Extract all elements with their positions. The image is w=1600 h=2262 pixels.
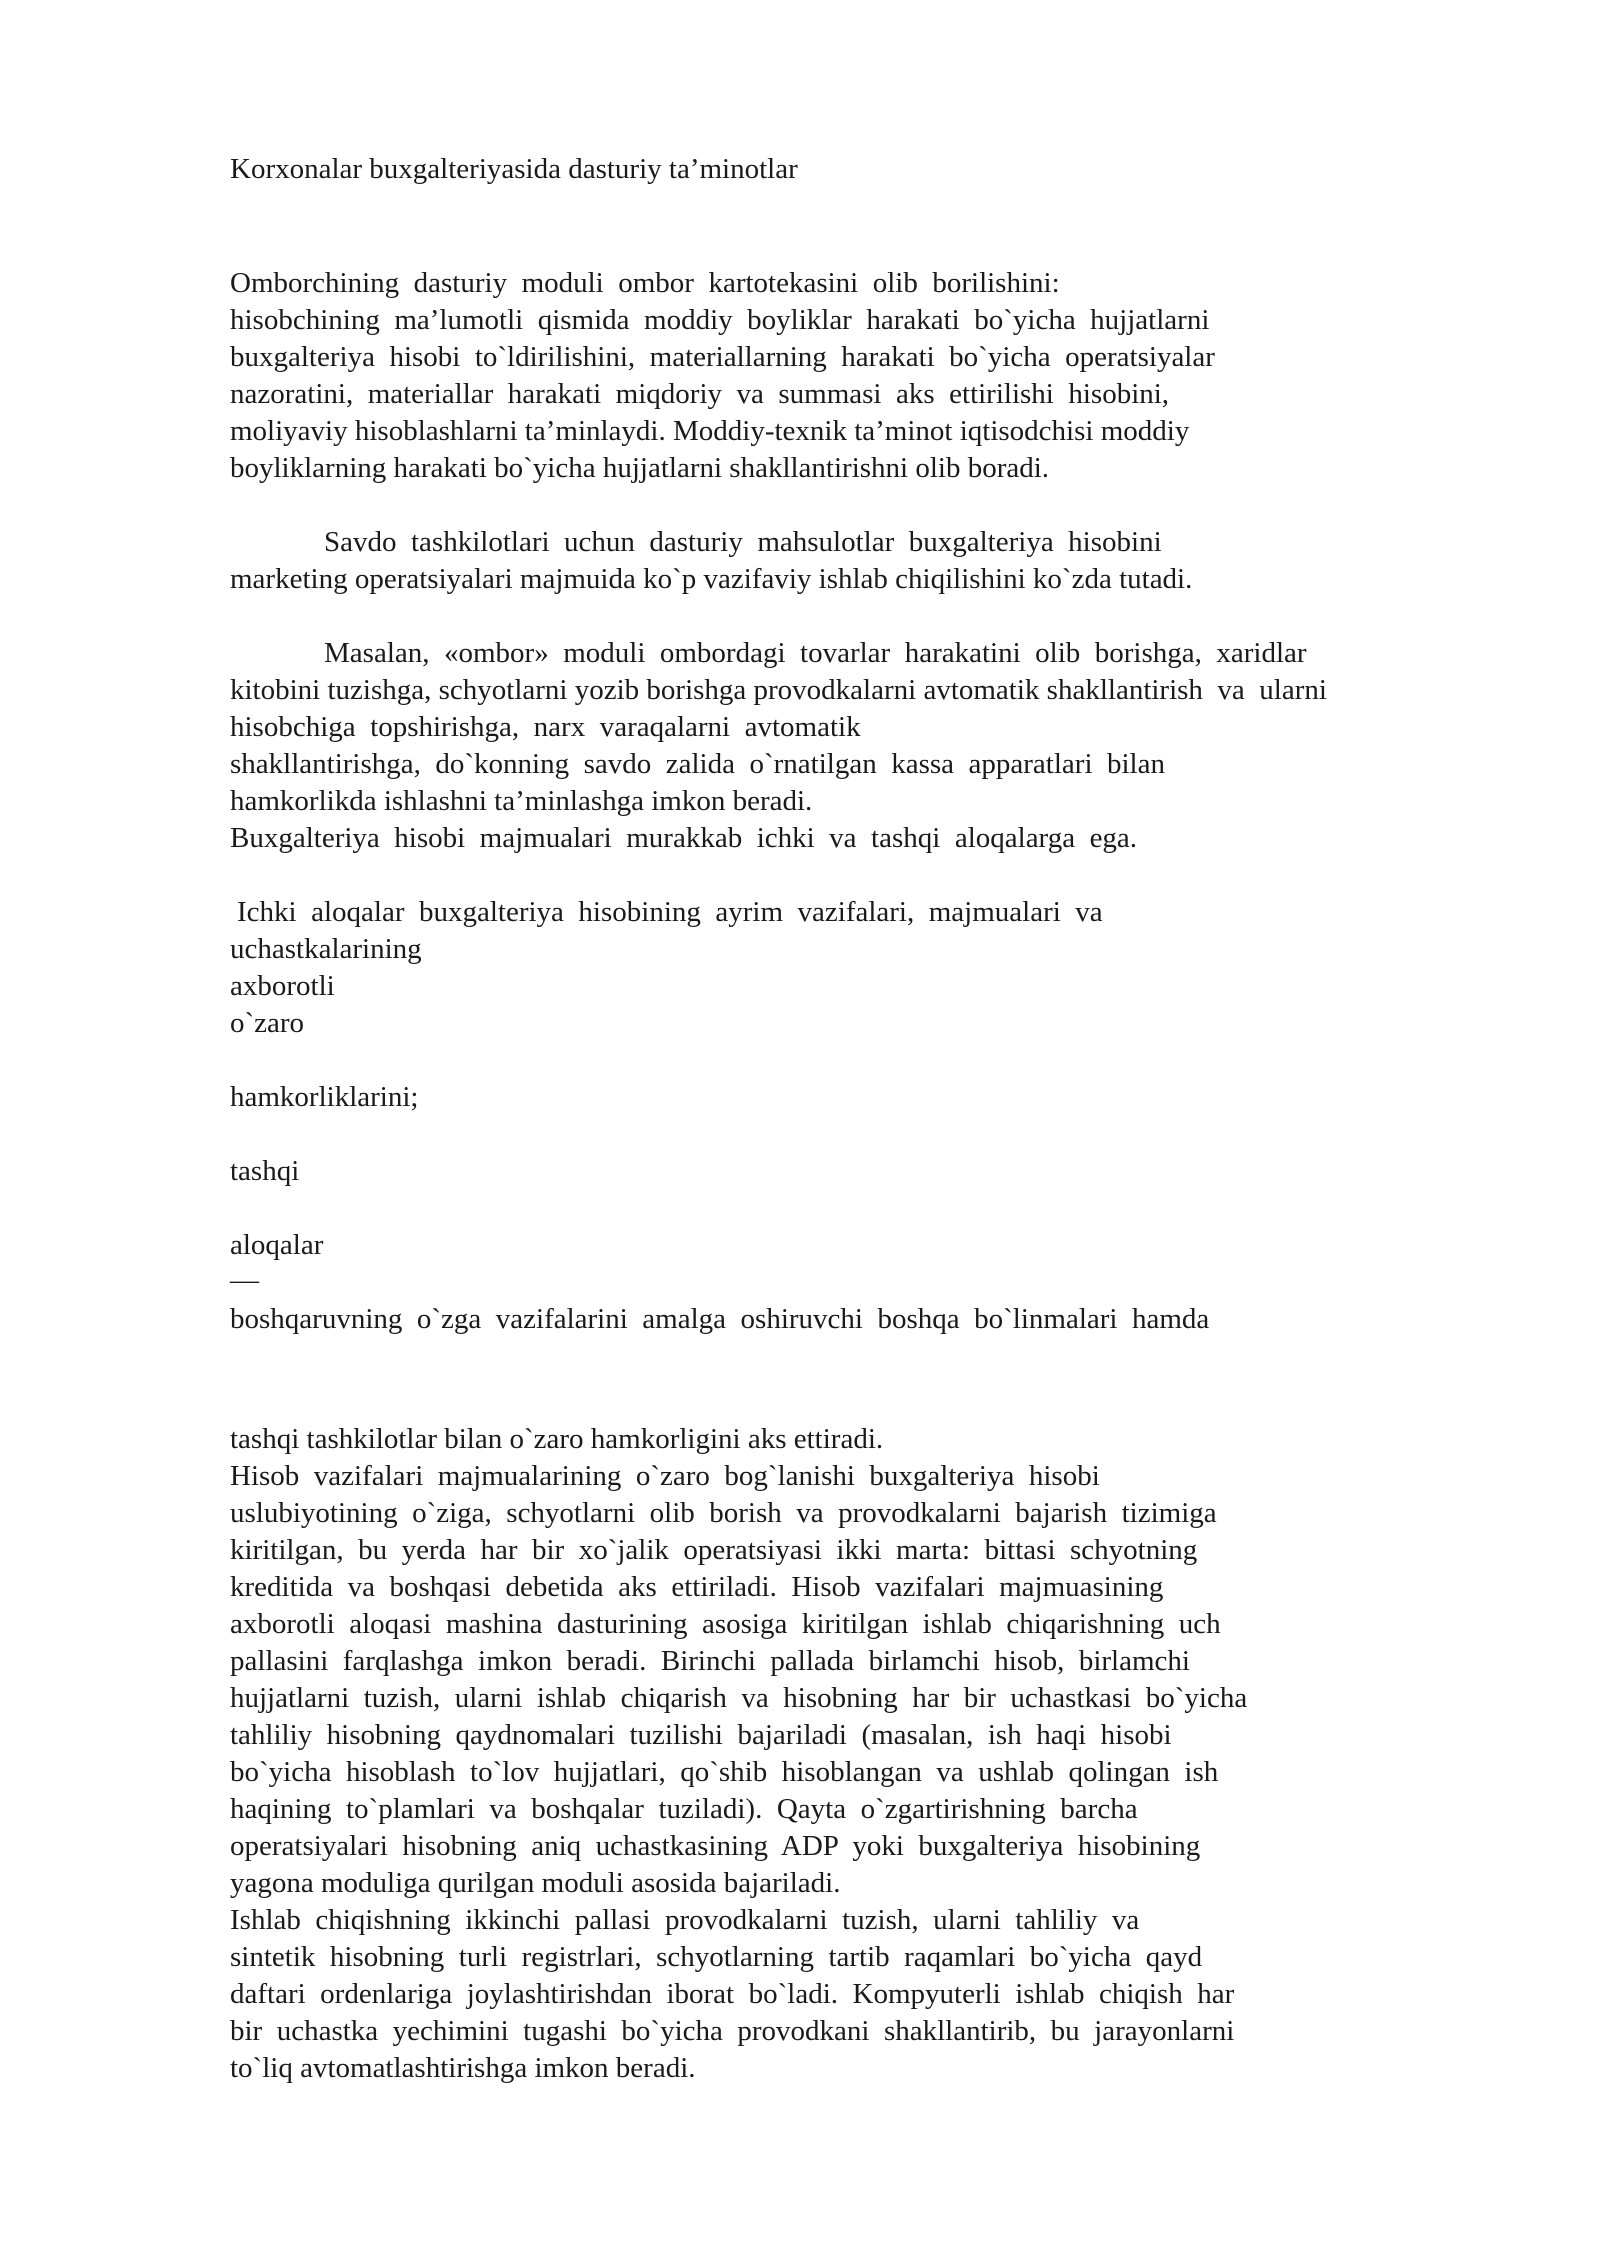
paragraph-5-line-18: to`liq avtomatlashtirishga imkon beradi. [230, 2052, 696, 2084]
paragraph-1-line-3: buxgalteriya hisobi to`ldirilishini, materiallarning harakati bo`yicha operatsiyalar [230, 341, 1215, 373]
paragraph-3-line-5: hamkorlikda ishlashni ta’minlashga imkon beradi. [230, 785, 813, 817]
paragraph-5-line-11: haqining to`plamlari va boshqalar tuziladi). Qayta o`zgartirishning barcha [230, 1793, 1138, 1825]
paragraph-4-line-4: o`zaro [230, 1007, 305, 1039]
paragraph-4-line-5: hamkorliklarini; [230, 1081, 419, 1113]
paragraph-5-line-16: daftari ordenlariga joylashtirishdan iborat bo`ladi. Kompyuterli ishlab chiqish har [230, 1978, 1235, 2010]
paragraph-1-line-6: boyliklarning harakati bo`yicha hujjatlarni shakllantirishni olib boradi. [230, 452, 1050, 484]
document-title: Korxonalar buxgalteriyasida dasturiy ta’minotlar [230, 153, 798, 185]
paragraph-2-line-1: Savdo tashkilotlari uchun dasturiy mahsulotlar buxgalteriya hisobini [324, 526, 1162, 558]
paragraph-4-dash: — [230, 1264, 259, 1296]
paragraph-5-line-9: tahliliy hisobning qaydnomalari tuzilishi bajariladi (masalan, ish haqi hisobi [230, 1719, 1172, 1751]
paragraph-4-line-8: boshqaruvning o`zga vazifalarini amalga oshiruvchi boshqa bo`linmalari hamda [230, 1303, 1210, 1335]
paragraph-5-line-10: bo`yicha hisoblash to`lov hujjatlari, qo`shib hisoblangan va ushlab qolingan ish [230, 1756, 1219, 1788]
paragraph-5-line-13: yagona moduliga qurilgan moduli asosida bajariladi. [230, 1867, 841, 1899]
paragraph-4-line-7: aloqalar [230, 1229, 324, 1261]
paragraph-5-line-2: Hisob vazifalari majmualarining o`zaro bog`lanishi buxgalteriya hisobi [230, 1460, 1100, 1492]
paragraph-4-line-3: axborotli [230, 970, 335, 1002]
paragraph-5-line-6: axborotli aloqasi mashina dasturining asosiga kiritilgan ishlab chiqarishning uch [230, 1608, 1221, 1640]
paragraph-5-line-17: bir uchastka yechimini tugashi bo`yicha provodkani shakllantirib, bu jarayonlarni [230, 2015, 1235, 2047]
paragraph-3-line-1: Masalan, «ombor» moduli ombordagi tovarlar harakatini olib borishga, xaridlar [324, 637, 1307, 669]
paragraph-1-line-4: nazoratini, materiallar harakati miqdoriy va summasi aks ettirilishi hisobini, [230, 378, 1170, 410]
paragraph-1-line-5: moliyaviy hisoblashlarni ta’minlaydi. Moddiy-texnik ta’minot iqtisodchisi moddiy [230, 415, 1190, 447]
paragraph-5-line-8: hujjatlarni tuzish, ularni ishlab chiqarish va hisobning har bir uchastkasi bo`yicha [230, 1682, 1248, 1714]
paragraph-3-line-4: shakllantirishga, do`konning savdo zalida o`rnatilgan kassa apparatlari bilan [230, 748, 1165, 780]
paragraph-5-line-12: operatsiyalari hisobning aniq uchastkasining ADP yoki buxgalteriya hisobining [230, 1830, 1201, 1862]
paragraph-4-line-2: uchastkalarining [230, 933, 422, 965]
paragraph-5-line-4: kiritilgan, bu yerda har bir xo`jalik operatsiyasi ikki marta: bittasi schyotning [230, 1534, 1198, 1566]
paragraph-5-line-14: Ishlab chiqishning ikkinchi pallasi provodkalarni tuzish, ularni tahliliy va [230, 1904, 1140, 1936]
paragraph-3-line-3: hisobchiga topshirishga, narx varaqalarni avtomatik [230, 711, 861, 743]
paragraph-5-line-7: pallasini farqlashga imkon beradi. Birinchi pallada birlamchi hisob, birlamchi [230, 1645, 1190, 1677]
paragraph-5-line-15: sintetik hisobning turli registrlari, schyotlarning tartib raqamlari bo`yicha qayd [230, 1941, 1203, 1973]
paragraph-5-line-5: kreditida va boshqasi debetida aks ettiriladi. Hisob vazifalari majmuasining [230, 1571, 1164, 1603]
paragraph-3-line-2: kitobini tuzishga, schyotlarni yozib borishga provodkalarni avtomatik shakllantirish va ularni [230, 674, 1327, 706]
paragraph-3-line-6: Buxgalteriya hisobi majmualari murakkab ichki va tashqi aloqalarga ega. [230, 822, 1138, 854]
paragraph-2-line-2: marketing operatsiyalari majmuida ko`p vazifaviy ishlab chiqilishini ko`zda tutadi. [230, 563, 1193, 595]
paragraph-5-line-1: tashqi tashkilotlar bilan o`zaro hamkorligini aks ettiradi. [230, 1423, 884, 1455]
paragraph-1-line-2: hisobchining ma’lumotli qismida moddiy boyliklar harakati bo`yicha hujjatlarni [230, 304, 1210, 336]
paragraph-5-line-3: uslubiyotining o`ziga, schyotlarni olib borish va provodkalarni bajarish tizimiga [230, 1497, 1217, 1529]
paragraph-4-line-6: tashqi [230, 1155, 300, 1187]
paragraph-4-line-1: Ichki aloqalar buxgalteriya hisobining ayrim vazifalari, majmualari va [237, 896, 1103, 928]
paragraph-1-line-1: Omborchining dasturiy moduli ombor kartotekasini olib borilishini: [230, 267, 1060, 299]
